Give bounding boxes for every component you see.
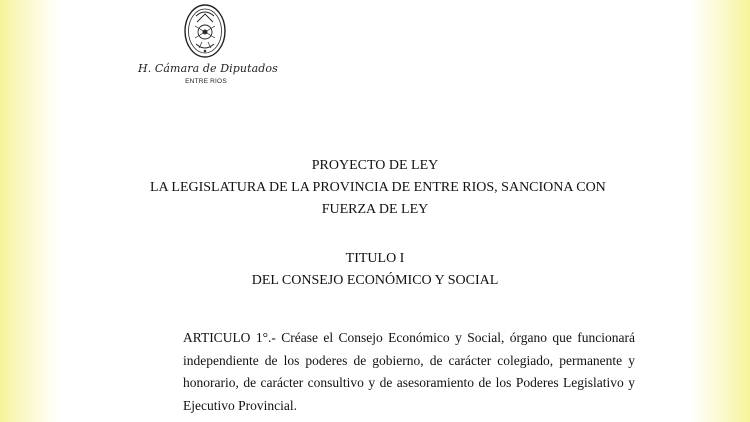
- chamber-seal-icon: [183, 2, 227, 60]
- article-line: ARTICULO 1°.- Créase el Consejo Económico y Social, órgano que funcionará: [183, 330, 635, 345]
- article-line: Ejecutivo Provincial.: [183, 398, 297, 414]
- article-line: honorario, de carácter consultivo y de asesoramiento de los Poderes Legislativo y: [183, 375, 635, 391]
- title-name-heading: DEL CONSEJO ECONÓMICO Y SOCIAL: [251, 273, 499, 288]
- article-line: independiente de los poderes de gobierno, de carácter colegiado, permanente y: [183, 352, 635, 368]
- title-number-heading: TITULO I: [345, 251, 405, 266]
- enacting-clause-line-2: FUERZA DE LEY: [321, 202, 429, 217]
- chamber-name: H. Cámara de Diputados: [138, 62, 278, 75]
- letterhead: [138, 0, 278, 100]
- article-1-paragraph: [183, 327, 635, 418]
- chamber-province: ENTRE RIOS: [185, 78, 227, 85]
- enacting-clause-line-1: LA LEGISLATURA DE LA PROVINCIA DE ENTRE RIOS, SANCIONA CON: [150, 180, 606, 195]
- project-type-heading: PROYECTO DE LEY: [311, 158, 439, 173]
